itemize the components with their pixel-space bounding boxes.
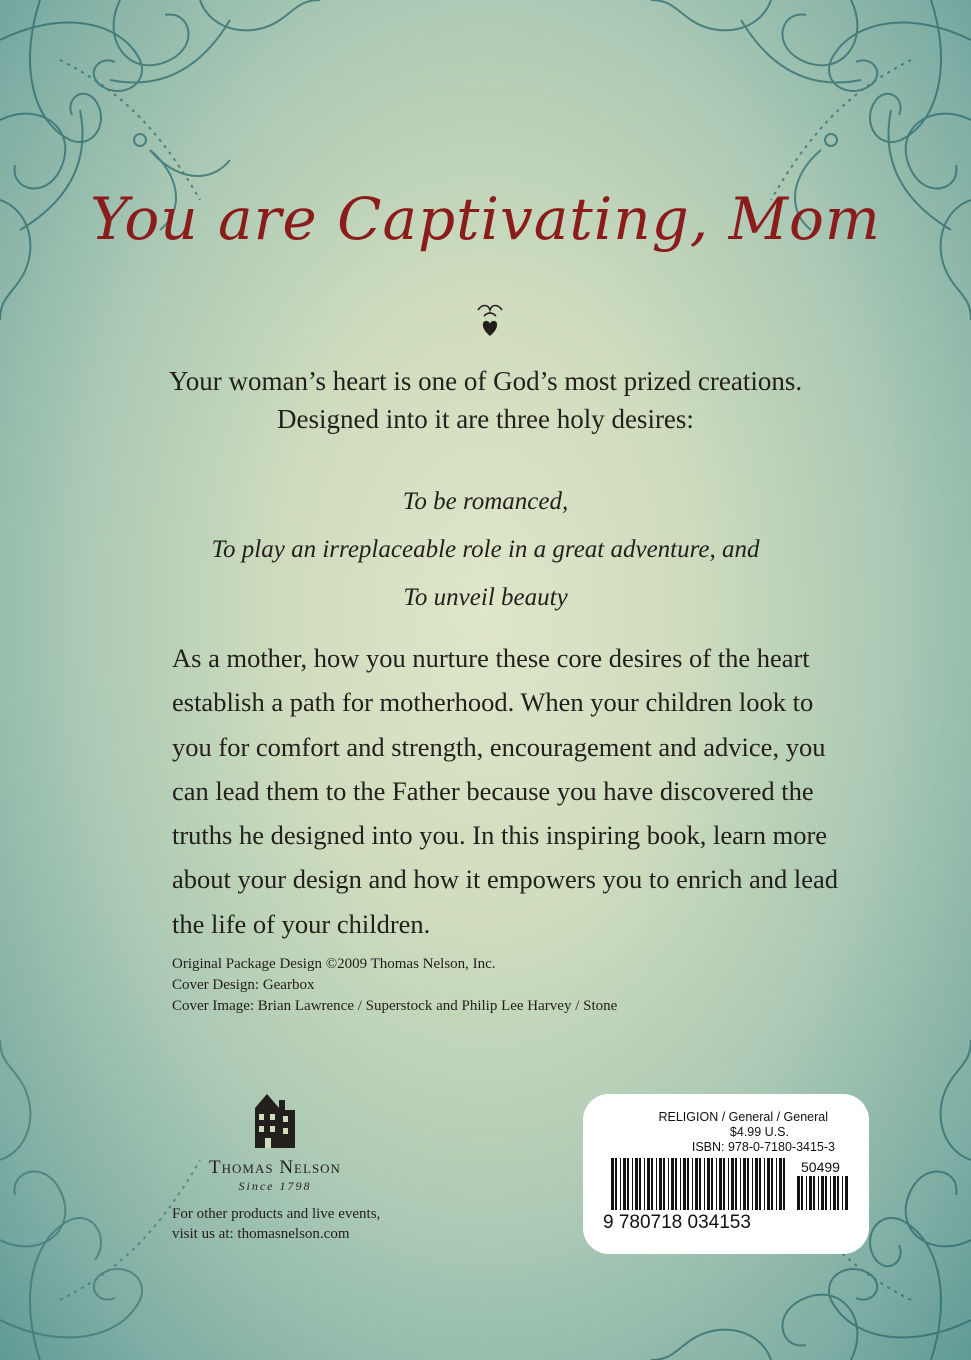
ean-digits-text: 9 780718 034153 [603,1212,751,1233]
barcode-bar [779,1158,782,1210]
visit-info [172,1204,380,1244]
barcode-bar [845,1176,848,1210]
barcode-bar [825,1176,827,1210]
body-line: As a mother, how you nurture these core desires of the heart [172,643,810,673]
barcode-bar [695,1158,698,1210]
barcode-bar [752,1158,753,1210]
barcode-bar [783,1158,785,1210]
barcode-bar [651,1158,653,1210]
visit-line: visit us at: thomasnelson.com [172,1226,350,1242]
barcode-bar [731,1158,734,1210]
barcode-bar [675,1158,677,1210]
price-code-text: 50499 [801,1159,840,1175]
body-line: establish a path for motherhood. When your children look to [172,687,814,718]
barcode-bar [797,1176,800,1210]
barcode-bar [668,1158,669,1210]
barcode-bar [611,1158,614,1210]
barcode-bar [821,1176,824,1210]
desire-item: To be romanced, [402,488,569,515]
barcode-bar [639,1158,641,1210]
credits [172,954,617,1017]
barcode-bar [755,1158,758,1210]
publisher-since: Since 1798 [238,1179,312,1193]
barcode-bar [776,1158,777,1210]
barcode-bar [771,1158,773,1210]
publisher-logo [190,1086,360,1194]
barcode-bar [711,1158,713,1210]
barcode-bar [615,1158,617,1210]
barcode-bar [620,1158,621,1210]
barcode-bar [632,1158,633,1210]
barcode-bar [644,1158,645,1210]
barcode-bar [813,1176,815,1210]
barcode-bar [801,1176,803,1210]
barcode-bar [830,1176,831,1210]
barcode-bar [743,1158,746,1210]
barcode-bar [671,1158,674,1210]
corner-flourish-top-left [0,0,330,330]
corner-flourish-bottom-left [0,1030,330,1360]
barcode-bar [759,1158,761,1210]
house-logo-icon [249,1086,301,1150]
page-title: You are Captivating, Mom [90,185,881,253]
publisher-name: Thomas Nelson [209,1157,341,1178]
barcode-bar [680,1158,681,1210]
addon-barcode-bars [797,1176,848,1210]
barcode-bar [707,1158,710,1210]
barcode-bar [837,1176,839,1210]
barcode-bar [635,1158,638,1210]
barcode-bar [716,1158,717,1210]
body-line: truths he designed into you. In this inspiring book, learn more [172,820,828,851]
barcode-price: $4.99 U.S. [729,1125,789,1139]
credit-line: Original Package Design ©2009 Thomas Nelson, Inc. [172,956,496,972]
desire-item: To unveil beauty [403,584,568,611]
barcode-bar [627,1158,629,1210]
intro-line: Designed into it are three holy desires: [277,404,694,434]
heart-ornament-icon [474,302,506,338]
barcode-bar [723,1158,725,1210]
desires-list [0,478,971,622]
barcode-bar [842,1176,843,1210]
barcode-bar [767,1158,770,1210]
barcode-bar [740,1158,741,1210]
ean-barcode-bars [611,1158,785,1210]
barcode-category: RELIGION / General / General [658,1110,828,1124]
barcode-bar [806,1176,807,1210]
barcode-bar [833,1176,836,1210]
credit-line: Cover Design: Gearbox [172,977,315,993]
body-line: you for comfort and strength, encouragement and advice, you [172,731,826,762]
visit-line: For other products and live events, [172,1206,381,1222]
barcode-sticker [583,1094,869,1254]
barcode-isbn: ISBN: 978-0-7180-3415-3 [691,1140,835,1154]
barcode-bar [704,1158,705,1210]
body-line: the life of your children. [172,908,431,939]
barcode-bar [818,1176,819,1210]
barcode-bar [719,1158,722,1210]
barcode-bar [647,1158,650,1210]
barcode-bar [735,1158,737,1210]
intro-line: Your woman’s heart is one of God’s most prized creations. [168,366,803,396]
barcode-bar [692,1158,693,1210]
barcode-bar [656,1158,657,1210]
desire-item: To play an irreplaceable role in a great adventure, and [211,536,760,563]
barcode-graphic [583,1094,869,1254]
barcode-bar [699,1158,701,1210]
body-line: can lead them to the Father because you have discovered the [172,775,814,806]
barcode-bar [663,1158,665,1210]
barcode-bar [809,1176,812,1210]
body-line: about your design and how it empowers you to enrich and lead [172,864,839,895]
barcode-bar [683,1158,686,1210]
barcode-bar [659,1158,662,1210]
barcode-bar [623,1158,626,1210]
corner-flourish-top-right [641,0,971,330]
barcode-bar [728,1158,729,1210]
body-paragraph [172,636,839,946]
barcode-bar [687,1158,689,1210]
credit-line: Cover Image: Brian Lawrence / Superstock and Philip Lee Harvey / Stone [172,998,618,1014]
barcode-bar [764,1158,765,1210]
barcode-bar [747,1158,749,1210]
intro-paragraph [0,362,971,438]
